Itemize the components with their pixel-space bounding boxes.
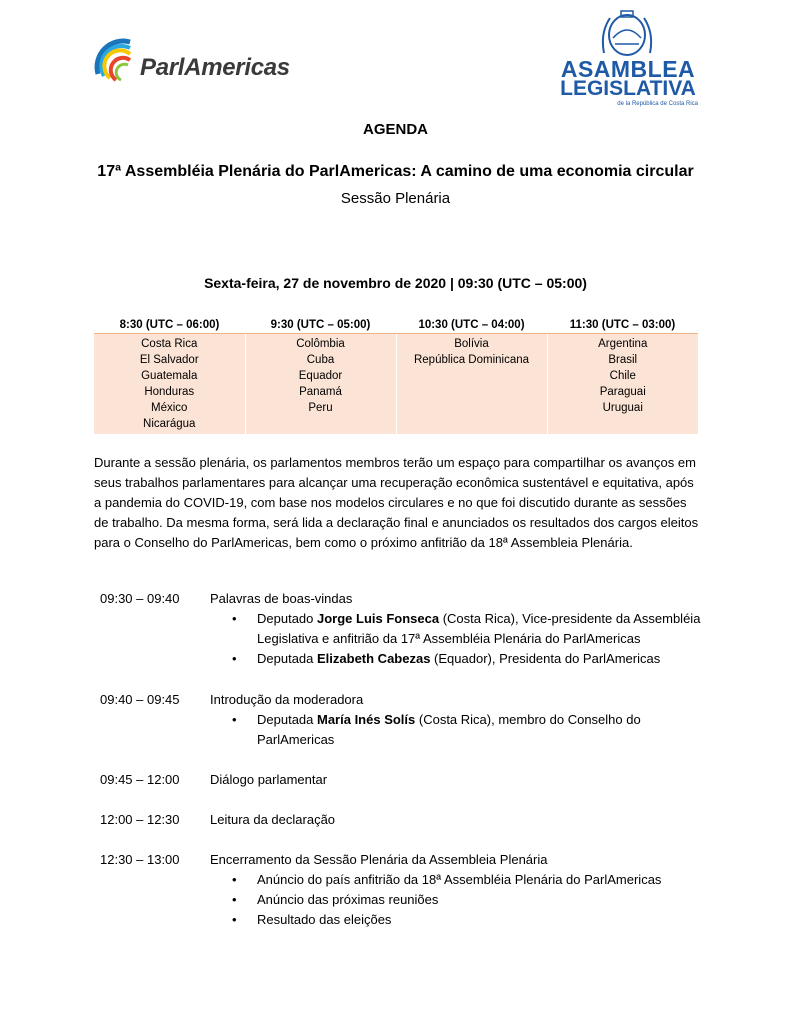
bullet-icon: • (232, 872, 237, 887)
schedule-activity: Encerramento da Sessão Plenária da Assembleia Plenária (210, 852, 548, 867)
country: Nicarágua (143, 418, 196, 430)
agenda-heading: AGENDA (362, 121, 428, 138)
schedule-time: 12:00 – 12:30 (100, 812, 180, 827)
country: Equador (298, 370, 343, 382)
speaker-item: • Deputada Elizabeth Cabezas (Equador), Presidenta do ParlAmericas (257, 649, 702, 669)
country: Brasil (608, 354, 638, 366)
timezone-countries-row (94, 334, 698, 435)
schedule-activity: Introdução da moderadora (210, 692, 364, 707)
speaker-list (232, 710, 702, 750)
speaker-item: • Deputada María Inés Solís (Costa Rica), membro do Conselho do ParlAmericas (232, 712, 641, 747)
schedule-time: 09:40 – 09:45 (100, 692, 180, 707)
country: Costa Rica (141, 338, 198, 350)
timezone-header: 9:30 (UTC – 05:00) (245, 317, 396, 334)
country: Peru (308, 402, 333, 414)
country: Argentina (598, 338, 648, 350)
speaker-item: • Deputado Jorge Luis Fonseca (Costa Rica), Vice-presidente da Assembléia Legislativa e anfitrião da 17ª Assembléia Plenária do ParlAmericas (232, 611, 701, 646)
countries-cell (547, 334, 698, 435)
bullet-icon: • (232, 912, 237, 927)
schedule-activity: Diálogo parlamentar (210, 772, 328, 787)
announcement-list (232, 870, 702, 930)
bullet-icon: • (232, 892, 237, 907)
bullet-icon: • (232, 712, 237, 727)
announcement-item: • Anúncio das próximas reuniões (257, 890, 702, 910)
timezone-header: 10:30 (UTC – 04:00) (396, 317, 547, 334)
speaker-name: Jorge Luis Fonseca (317, 611, 440, 626)
asamblea-line3: de la República de Costa Rica (617, 101, 698, 107)
country: Bolívia (454, 338, 489, 350)
country: Chile (609, 370, 636, 382)
announcement-item: • Resultado das eleições (257, 910, 702, 930)
country: Guatemala (141, 370, 198, 382)
intro-paragraph: Durante a sessão plenária, os parlamentos membros terão um espaço para compartilhar os avanços em seus trabalhos parlamentares para alcançar uma recuperação econômica sustentável e equitativa, após a pandemia do COVID-19, com base nos modelos circulares e no que foi discutido durante as sessões de trabalho. Da mesma forma, será lida a declaração final e anunciados os resultados dos cargos eleitos para o Conselho do ParlAmericas, bem como o próximo anfitrião da 18ª Assembleia Plenária. (94, 455, 699, 550)
bullet-icon: • (232, 611, 237, 626)
countries-cell (396, 334, 547, 435)
page-subtitle: Sessão Plenária (340, 190, 451, 207)
announcement-item: • Anúncio do país anfitrião da 18ª Assembléia Plenária do ParlAmericas (257, 870, 702, 890)
schedule-activity: Palavras de boas-vindas (210, 591, 353, 606)
country: El Salvador (139, 354, 199, 366)
country: Uruguai (602, 402, 643, 414)
country: Panamá (299, 386, 342, 398)
speaker-name: Elizabeth Cabezas (317, 651, 431, 666)
country: Paraguai (599, 386, 646, 398)
speaker-name: María Inés Solís (317, 712, 416, 727)
schedule-activity: Leitura da declaração (210, 812, 336, 827)
speaker-list (232, 609, 702, 669)
countries-cell (94, 334, 245, 435)
timezone-header-row (94, 317, 698, 334)
schedule-time: 12:30 – 13:00 (100, 852, 180, 867)
asamblea-line1: ASAMBLEA (560, 56, 696, 82)
costa-rica-seal-icon (596, 8, 658, 58)
country: México (151, 402, 188, 414)
bullet-icon: • (232, 651, 237, 666)
page-title: 17ª Assembléia Plenária do ParlAmericas: A camino de uma economia circular (97, 163, 694, 180)
country: Honduras (144, 386, 195, 398)
countries-cell (245, 334, 396, 435)
timezone-table (94, 317, 698, 434)
timezone-header: 8:30 (UTC – 06:00) (94, 317, 245, 334)
country: República Dominicana (413, 354, 530, 366)
asamblea-line2: LEGISLATIVA (560, 77, 696, 100)
country: Colômbia (296, 338, 345, 350)
timezone-header: 11:30 (UTC – 03:00) (547, 317, 698, 334)
asamblea-legislativa-logo (558, 8, 698, 108)
parlamericas-wordmark: ParlAmericas (140, 54, 290, 81)
event-date: Sexta-feira, 27 de novembro de 2020 | 09:30 (UTC – 05:00) (204, 275, 587, 291)
schedule-time: 09:30 – 09:40 (100, 591, 180, 606)
parlamericas-logo (92, 34, 322, 94)
schedule-time: 09:45 – 12:00 (100, 772, 180, 787)
country: Cuba (306, 354, 335, 366)
